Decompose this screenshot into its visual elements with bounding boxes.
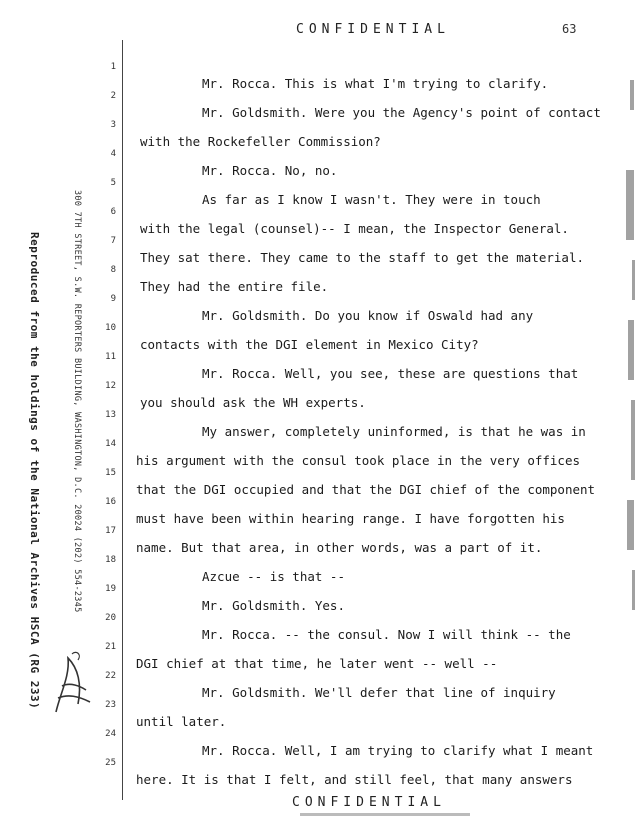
line-number: 8	[110, 265, 116, 275]
line-number: 25	[105, 758, 116, 768]
line-number: 13	[105, 410, 116, 420]
transcript-line: They sat there. They came to the staff to get the material.	[140, 250, 585, 265]
transcript-line: Azcue -- is that --	[202, 569, 345, 584]
transcript-line: contacts with the DGI element in Mexico City?	[140, 337, 479, 352]
transcript-line: with the Rockefeller Commission?	[140, 134, 381, 149]
transcript-line: They had the entire file.	[140, 279, 329, 294]
line-number: 3	[110, 120, 116, 130]
archive-credit: Reproduced from the holdings of the National Archives HSCA (RG 233)	[28, 232, 41, 710]
line-number: 24	[105, 729, 116, 739]
line-number: 16	[105, 497, 116, 507]
footer-smudge	[300, 812, 470, 818]
scan-edge-noise	[616, 60, 638, 620]
line-number: 6	[110, 207, 116, 217]
transcript-line: that the DGI occupied and that the DGI chief of the component	[136, 482, 596, 497]
handwritten-stamp	[48, 646, 98, 720]
transcript-line: My answer, completely uninformed, is that he was in	[202, 424, 586, 439]
transcript-line: Mr. Rocca. Well, I am trying to clarify what I meant	[202, 743, 594, 758]
line-number: 19	[105, 584, 116, 594]
transcript-line: As far as I know I wasn't. They were in touch	[202, 192, 541, 207]
line-number: 14	[105, 439, 116, 449]
footer-confidential: CONFIDENTIAL	[292, 795, 446, 810]
line-number: 10	[105, 323, 116, 333]
line-number: 18	[105, 555, 116, 565]
line-number: 17	[105, 526, 116, 536]
line-number: 4	[110, 149, 116, 159]
transcript-line: you should ask the WH experts.	[140, 395, 366, 410]
line-number: 7	[110, 236, 116, 246]
line-number: 11	[105, 352, 116, 362]
transcript-line: name. But that area, in other words, was a part of it.	[136, 540, 543, 555]
transcript-line: must have been within hearing range. I have forgotten his	[136, 511, 565, 526]
transcript-line: until later.	[136, 714, 227, 729]
header-confidential: CONFIDENTIAL	[296, 22, 450, 37]
transcript-line: here. It is that I felt, and still feel, that many answers	[136, 772, 573, 787]
line-number: 1	[110, 62, 116, 72]
line-number: 20	[105, 613, 116, 623]
transcript-line: Mr. Goldsmith. Were you the Agency's point of contact	[202, 105, 601, 120]
transcript-line: Mr. Goldsmith. Do you know if Oswald had any	[202, 308, 534, 323]
transcript-line: Mr. Rocca. Well, you see, these are questions that	[202, 366, 579, 381]
line-number: 22	[105, 671, 116, 681]
reporter-address: 300 7TH STREET, S.W. REPORTERS BUILDING, WASHINGTON, D.C. 20024 (202) 554-2345	[72, 190, 82, 613]
transcript-line: Mr. Goldsmith. We'll defer that line of inquiry	[202, 685, 556, 700]
line-number: 2	[110, 91, 116, 101]
line-number: 15	[105, 468, 116, 478]
transcript-line: Mr. Rocca. -- the consul. Now I will think -- the	[202, 627, 571, 642]
line-number: 9	[110, 294, 116, 304]
transcript-line: Mr. Rocca. This is what I'm trying to clarify.	[202, 76, 549, 91]
line-number: 21	[105, 642, 116, 652]
transcript-line: Mr. Rocca. No, no.	[202, 163, 338, 178]
line-number: 5	[110, 178, 116, 188]
line-number: 23	[105, 700, 116, 710]
margin-rule	[122, 40, 123, 800]
transcript-line: Mr. Goldsmith. Yes.	[202, 598, 345, 613]
transcript-line: DGI chief at that time, he later went -- well --	[136, 656, 498, 671]
transcript-line: his argument with the consul took place in the very offices	[136, 453, 581, 468]
page-number: 63	[562, 22, 577, 36]
transcript-line: with the legal (counsel)-- I mean, the Inspector General.	[140, 221, 569, 236]
line-number: 12	[105, 381, 116, 391]
